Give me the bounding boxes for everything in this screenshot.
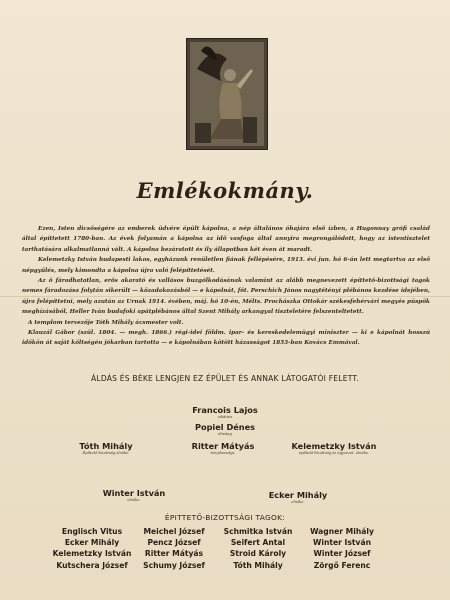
signatory-kelemetzky xyxy=(264,441,404,456)
note-architect: A templom tervezője Tóth Mihály ácsmester volt. xyxy=(28,319,184,326)
committee-member: Winter József xyxy=(313,549,371,559)
document-title: Emlékokmány. xyxy=(136,178,314,203)
signatory-ecker xyxy=(228,490,368,505)
signatory-name: Popiel Dénes xyxy=(194,422,256,432)
committee-column-4 xyxy=(292,526,392,571)
signatory-name: Ritter Mátyás xyxy=(191,441,255,451)
signatory-role: építtető-bizottság és ügyvezet. elnöke. xyxy=(298,451,370,455)
committee-member: Meichel József xyxy=(143,527,205,536)
blessing-motto: ÁLDÁS ÉS BÉKE LENGJEN EZ ÉPÜLET ÉS ANNAK LÁTOGATÓI FELETT. xyxy=(91,374,359,383)
signatory-name: Tóth Mihály xyxy=(79,441,133,451)
committee-member: Zörgő Ferenc xyxy=(313,560,371,570)
paragraph-history: Ezen, Isten dicsőségére az emberek üdvére épült kápolna, a nép általános óhajára első ízben, a Hugonnay grófi család által építtetett 1780-ban. Az évek folyamán a kápolna az idő vasfoga által annyira megrongálódott, hogy az istentisztelet tarthatására alkalmatlanná vált. A kápolna bezáratott és ily állapotban két éven át maradt. xyxy=(22,226,430,253)
committee-member: Winter István xyxy=(312,538,371,548)
angel-illustration xyxy=(186,38,268,150)
committee-member: Pencz József xyxy=(147,538,201,548)
signatory-role: elnöke. xyxy=(291,500,305,504)
signatory-name: Francois Lajos xyxy=(192,405,258,415)
committee-member: Ecker Mihály xyxy=(64,538,120,548)
signatory-role: elnöke. xyxy=(127,498,141,502)
committee-member: Schumy József xyxy=(143,560,205,570)
body-text xyxy=(22,224,430,349)
signatory-name: Winter István xyxy=(102,488,166,498)
committee-member: Wagner Mihály xyxy=(310,527,374,536)
paragraph-consecration: Az ő fáradhatatlan, erős akarató és vallásos buzgólkodásának valamint az alább megnevezett építtető-bizottsági tagok nemes fáradozása folytán sikerült — közadakozásból — e kápolnát, főt. Perschich János nagytétényi plébános kezdése idejében, újra felépíttetni, mely azután az Urnak 1914. évében, máj. hó 10-én, Mélts. Prochászka Ottokár székesfehérvári megyés püspök meghízásából, Heller Iván budafoki apátplébános által Szent Mihály arkangyal tiszteletére felszenteltetett. xyxy=(22,278,430,316)
committee-member: Schmitka István xyxy=(223,527,293,536)
committee-heading: ÉPITTETŐ-BIZOTTSÁGI TAGOK: xyxy=(164,513,286,522)
signatory-popiel xyxy=(155,422,295,437)
signatory-role: Építtető-bizottság elnöke. xyxy=(82,451,130,455)
signatory-role: dinstag xyxy=(218,432,232,436)
committee-member: Seifert Antal xyxy=(230,538,286,548)
signatory-name: Kelemetzky István xyxy=(291,441,377,451)
committee-member: Kelemetzky István xyxy=(52,549,132,559)
committee-member: Englisch Vitus xyxy=(61,527,123,536)
committee-member: Ritter Mátyás xyxy=(144,549,204,559)
committee-member: Kutschera József xyxy=(56,560,128,570)
signatory-winter xyxy=(64,488,204,503)
signatory-francois xyxy=(155,405,295,420)
signatory-role: vikárius xyxy=(217,415,233,419)
signatory-name: Ecker Mihály xyxy=(268,490,328,500)
paragraph-initiative: Kelemetzky István budapesti lakos, egyházunk renületlen fiának fellépésére, 1913. évi jun. hó 6-án lett megtartva az első népgyűlés, mely kimondta a kápolna újra való felépíttetését. xyxy=(22,257,430,274)
signatory-role: templomatya. xyxy=(210,451,236,455)
committee-member: Stroid Károly xyxy=(229,549,287,559)
committee-member: Tóth Mihály xyxy=(233,560,283,570)
note-klauzal: Klauzál Gábor (szül. 1804. — megh. 1866.) régi-idei földm. ipar- és kereskedelemügyi miniszter — ki e kápolnát hosszú időkön át saját költségén jókarban tartotta — e kápolnában kötött házasságot 1853-ban Kovács Emmával. xyxy=(22,330,430,347)
